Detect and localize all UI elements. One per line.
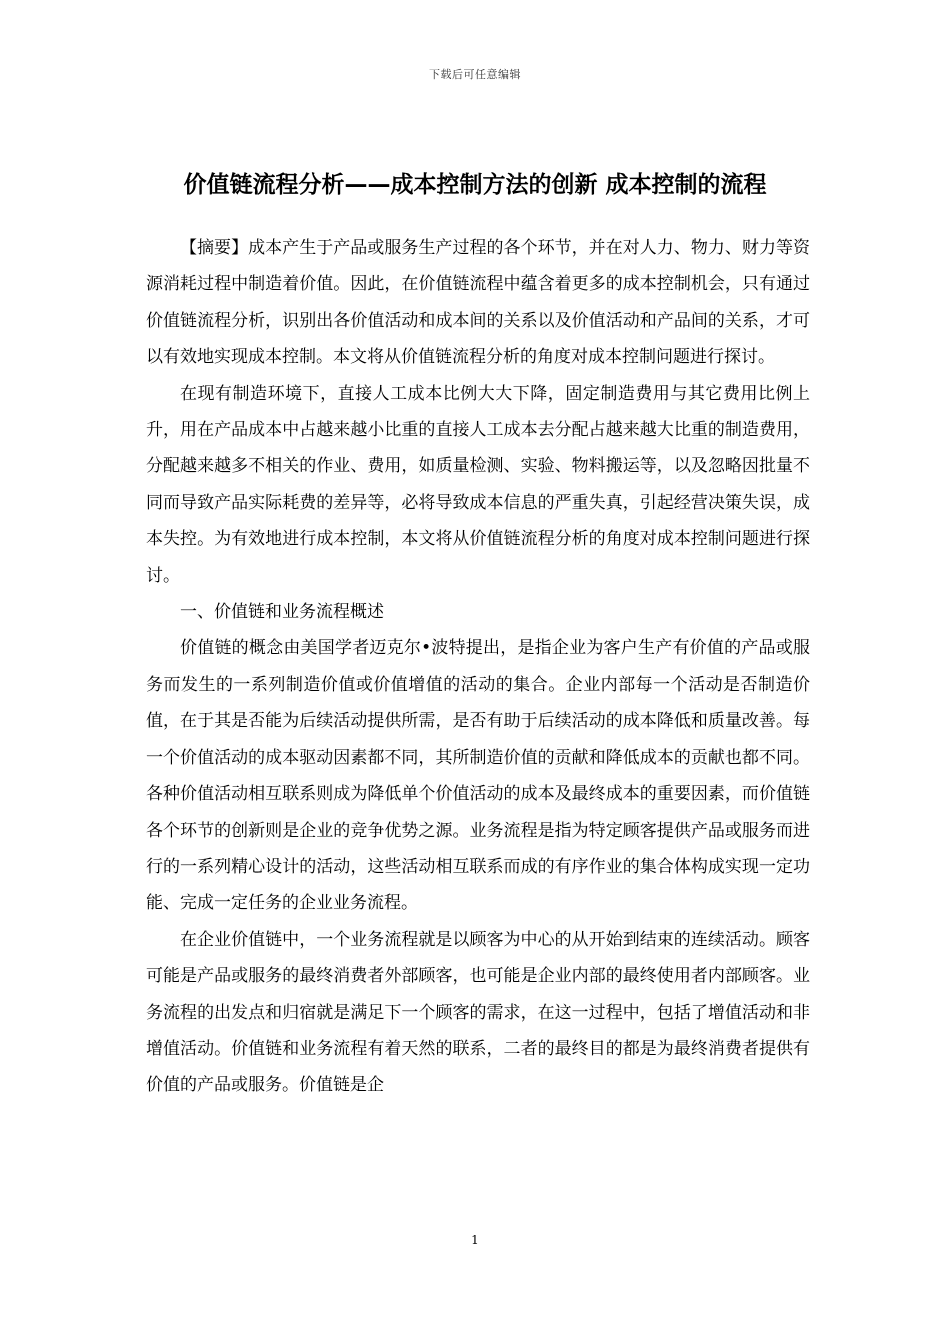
- header-note: 下载后可任意编辑: [429, 68, 521, 81]
- value-chain-paragraph: 价值链的概念由美国学者迈克尔•波特提出，是指企业为客户生产有价值的产品或服务而发生的一系列制造价值或价值增值的活动的集合。企业内部每一个活动是否制造价值，在于其是否能为后续活动提供所需，是否有助于后续活动的成本降低和质量改善。每一个价值活动的成本驱动因素都不同，其所制造价值的贡献和降低成本的贡献也都不同。各种价值活动相互联系则成为降低单个价值活动的成本及最终成本的重要因素，而价值链各个环节的创新则是企业的竞争优势之源。业务流程是指为特定顾客提供产品或服务而进行的一系列精心设计的活动，这些活动相互联系而成的有序作业的集合体构成实现一定功能、完成一定任务的企业业务流程。: [146, 638, 810, 914]
- abstract-paragraph: 【摘要】成本产生于产品或服务生产过程的各个环节，并在对人力、物力、财力等资源消耗过程中制造着价值。因此，在价值链流程中蕴含着更多的成本控制机会，只有通过价值链流程分析，识别出各价值活动和成本间的关系以及价值活动和产品间的关系，才可以有效地实现成本控制。本文将从价值链流程分析的角度对成本控制问题进行探讨。: [146, 238, 810, 368]
- intro-paragraph: 在现有制造环境下，直接人工成本比例大大下降，固定制造费用与其它费用比例上升，用在产品成本中占越来越小比重的直接人工成本去分配占越来越大比重的制造费用，分配越来越多不相关的作业、费用，如质量检测、实验、物料搬运等，以及忽略因批量不同而导致产品实际耗费的差异等，必将导致成本信息的严重失真，引起经营决策失误，成本失控。为有效地进行成本控制，本文将从价值链流程分析的角度对成本控制问题进行探讨。: [146, 383, 810, 586]
- business-process-paragraph: 在企业价值链中，一个业务流程就是以顾客为中心的从开始到结束的连续活动。顾客可能是产品或服务的最终消费者外部顾客，也可能是企业内部的最终使用者内部顾客。业务流程的出发点和归宿就是满足下一个顾客的需求，在这一过程中，包括了增值活动和非增值活动。价值链和业务流程有着天然的联系，二者的最终目的都是为最终消费者提供有价值的产品或服务。价值链是企: [146, 929, 810, 1096]
- page-number: 1: [471, 1233, 479, 1247]
- document-title: 价值链流程分析——成本控制方法的创新 成本控制的流程: [183, 172, 767, 199]
- section-heading-1: 一、价值链和业务流程概述: [180, 602, 384, 623]
- document-body: [146, 230, 810, 1104]
